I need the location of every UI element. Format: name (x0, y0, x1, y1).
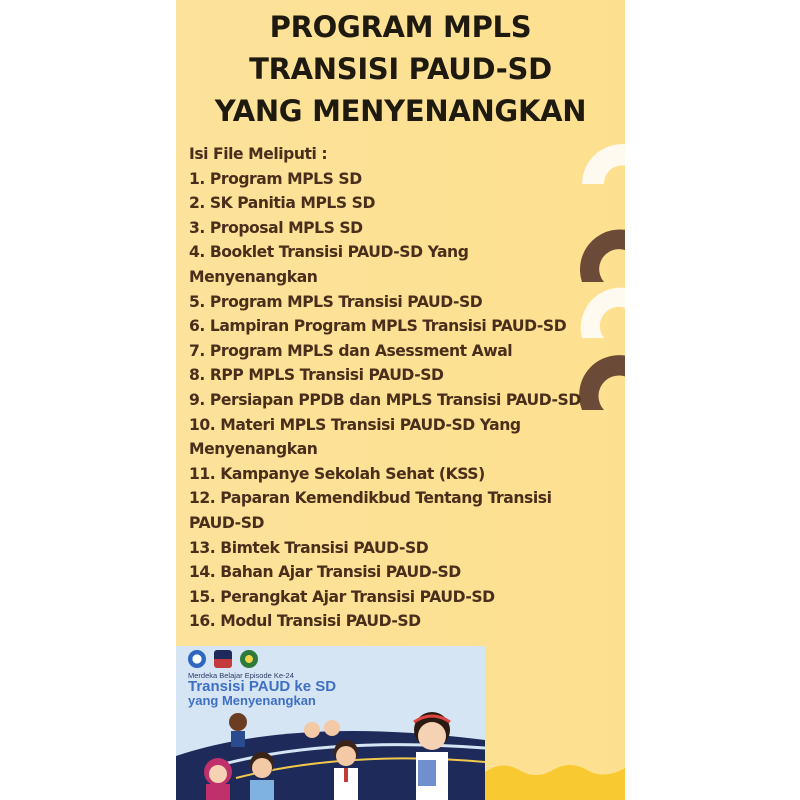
list-item: 3. Proposal MPLS SD (189, 218, 363, 237)
list-item: 8. RPP MPLS Transisi PAUD-SD (189, 366, 444, 385)
promo-poster (176, 0, 625, 800)
banner-title-line-1: Transisi PAUD ke SD (188, 678, 337, 695)
banner-subtitle: Merdeka Belajar Episode Ke-24 (188, 671, 294, 680)
wave-decoration-icon (485, 760, 625, 800)
list-item: 2. SK Panitia MPLS SD (189, 194, 375, 213)
list-item: 6. Lampiran Program MPLS Transisi PAUD-SD (189, 317, 567, 336)
campaign-banner (176, 646, 485, 800)
logo-row (188, 650, 258, 668)
list-item: 16. Modul Transisi PAUD-SD (189, 612, 421, 631)
kemendikbud-logo-icon (188, 650, 206, 668)
poster-title (176, 6, 625, 132)
children-illustration-icon (176, 686, 485, 800)
list-item: 9. Persiapan PPDB dan MPLS Transisi PAUD-SD (189, 390, 581, 409)
kemenag-logo-icon (240, 650, 258, 668)
title-line-3: YANG MENYENANGKAN (214, 94, 587, 128)
banner-title-line-2: yang Menyenangkan (188, 693, 316, 708)
list-item: 15. Perangkat Ajar Transisi PAUD-SD (189, 587, 495, 606)
list-item: Menyenangkan (189, 440, 318, 459)
list-item: Menyenangkan (189, 267, 318, 286)
list-item: 1. Program MPLS SD (189, 169, 362, 188)
title-line-2: TRANSISI PAUD-SD (249, 52, 552, 86)
list-item: 7. Program MPLS dan Asessment Awal (189, 341, 513, 360)
title-line-1: PROGRAM MPLS (269, 10, 532, 44)
list-item: 11. Kampanye Sekolah Sehat (KSS) (189, 464, 485, 483)
list-item: PAUD-SD (189, 513, 264, 532)
list-heading: Isi File Meliputi : (189, 145, 328, 163)
list-item: 4. Booklet Transisi PAUD-SD Yang (189, 243, 469, 262)
list-item: 14. Bahan Ajar Transisi PAUD-SD (189, 563, 461, 582)
list-item: 13. Bimtek Transisi PAUD-SD (189, 538, 429, 557)
file-contents-list (189, 142, 625, 634)
list-item: 5. Program MPLS Transisi PAUD-SD (189, 292, 483, 311)
list-item: 10. Materi MPLS Transisi PAUD-SD Yang (189, 415, 521, 434)
list-item: 12. Paparan Kemendikbud Tentang Transisi (189, 489, 552, 508)
kemendagri-logo-icon (214, 650, 232, 668)
